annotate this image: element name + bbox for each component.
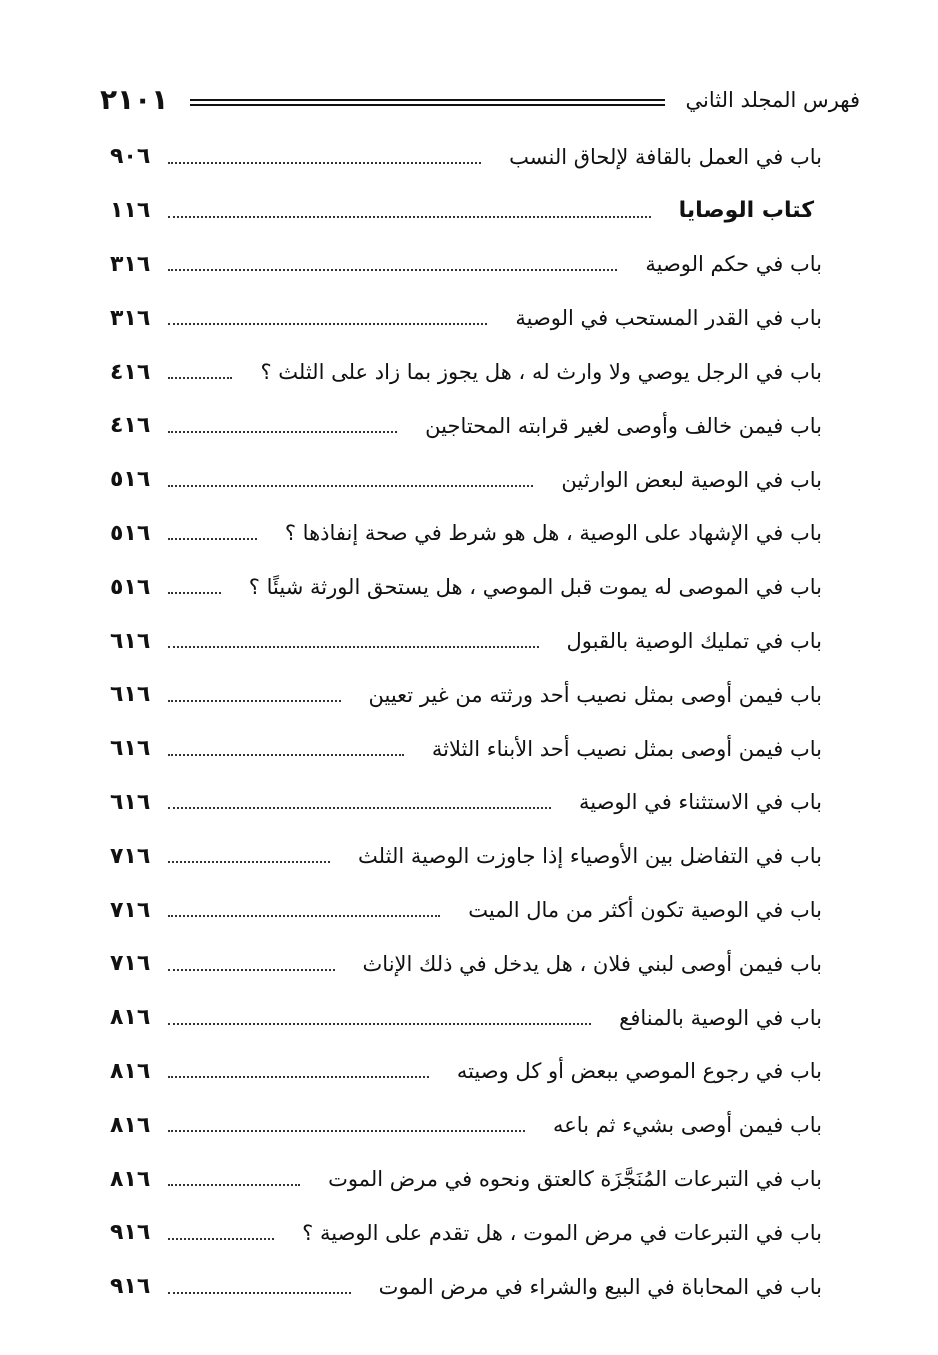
entry-title: باب في حكم الوصية [645, 252, 822, 277]
index-entry [110, 1206, 822, 1260]
index-entry [110, 668, 822, 722]
entry-page-number: ٦١٩ [110, 1220, 151, 1246]
entry-page-number: ٦١٣ [110, 305, 151, 331]
entry-page-number: ٦١٦ [110, 789, 151, 815]
dot-leader [168, 915, 440, 917]
entry-title: باب في التبرعات في مرض الموت ، هل تقدم على الوصية ؟ [302, 1220, 822, 1245]
dot-leader [168, 700, 341, 702]
header-rule-line-bottom [190, 104, 665, 106]
dot-leader [168, 1292, 351, 1294]
section-heading-row [110, 184, 822, 238]
entry-title: باب في تمليك الوصية بالقبول [566, 629, 822, 654]
entry-page-number: ٦١٧ [110, 951, 151, 977]
index-entry [110, 238, 822, 292]
entry-page-number: ٦١٥ [110, 574, 151, 600]
entry-title: باب في الوصية تكون أكثر من مال الميت [468, 898, 822, 923]
index-entry [110, 991, 822, 1045]
entry-page-number: ٦١٦ [110, 628, 151, 654]
dot-leader [168, 646, 539, 648]
entry-page-number: ٦١٧ [110, 843, 151, 869]
entry-title: باب فيمن أوصى بمثل نصيب أحد الأبناء الثلاثة [431, 736, 822, 761]
entry-page-number: ٦٠٩ [110, 144, 151, 170]
index-entries [110, 130, 822, 1314]
section-heading: كتاب الوصايا [678, 198, 814, 224]
index-entry [110, 507, 822, 561]
index-entry [110, 722, 822, 776]
index-entry [110, 345, 822, 399]
dot-leader [168, 969, 335, 971]
entry-page-number: ٦١١ [110, 198, 151, 224]
entry-page-number: ٦١٣ [110, 251, 151, 277]
dot-leader [168, 1130, 525, 1132]
index-entry [110, 883, 822, 937]
running-title: فهرس المجلد الثاني [685, 88, 860, 112]
header-rule-line-top [190, 99, 665, 101]
entry-title: باب فيمن أوصى لبني فلان ، هل يدخل في ذلك الإناث [362, 951, 822, 976]
entry-title: باب في الاستثناء في الوصية [579, 790, 822, 815]
page-number: ١٠١٢ [100, 83, 169, 116]
dot-leader [168, 431, 397, 433]
index-entry [110, 1260, 822, 1314]
entry-page-number: ٦١٥ [110, 467, 151, 493]
index-entry [110, 399, 822, 453]
dot-leader [168, 592, 221, 594]
dot-leader [168, 861, 330, 863]
entry-page-number: ٦١٦ [110, 682, 151, 708]
index-entry [110, 829, 822, 883]
entry-page-number: ٦١٨ [110, 1166, 151, 1192]
dot-leader [168, 162, 481, 164]
entry-title: باب فيمن خالف وأوصى لغير قرابته المحتاجين [425, 413, 822, 438]
dot-leader [168, 807, 551, 809]
dot-leader [168, 538, 257, 540]
entry-page-number: ٦١٤ [110, 359, 151, 385]
dot-leader [168, 1076, 429, 1078]
entry-page-number: ٦١٨ [110, 1005, 151, 1031]
index-entry [110, 1152, 822, 1206]
page-header [100, 80, 860, 120]
entry-page-number: ٦١٤ [110, 413, 151, 439]
entry-page-number: ٦١٧ [110, 897, 151, 923]
dot-leader [168, 1238, 274, 1240]
index-entry [110, 937, 822, 991]
entry-title: باب في الإشهاد على الوصية ، هل هو شرط في صحة إنفاذها ؟ [284, 521, 822, 546]
index-entry [110, 453, 822, 507]
entry-title: باب في العمل بالقافة لإلحاق النسب [509, 144, 822, 169]
index-entry [110, 1045, 822, 1099]
index-entry [110, 614, 822, 668]
index-entry [110, 130, 822, 184]
dot-leader [168, 485, 533, 487]
index-entry [110, 776, 822, 830]
dot-leader [168, 1184, 300, 1186]
entry-page-number: ٦١٩ [110, 1274, 151, 1300]
dot-leader [168, 377, 232, 379]
entry-title: باب فيمن أوصى بشيء ثم باعه [552, 1113, 822, 1138]
dot-leader [168, 1023, 591, 1025]
entry-title: باب في القدر المستحب في الوصية [515, 306, 822, 331]
index-entry [110, 291, 822, 345]
entry-title: باب في الوصية بالمنافع [619, 1005, 822, 1030]
dot-leader [168, 269, 617, 271]
entry-page-number: ٦١٥ [110, 520, 151, 546]
dot-leader [168, 754, 404, 756]
dot-leader [168, 323, 487, 325]
entry-page-number: ٦١٦ [110, 736, 151, 762]
entry-page-number: ٦١٨ [110, 1058, 151, 1084]
entry-title: باب في رجوع الموصي ببعض أو كل وصيته [456, 1059, 822, 1084]
entry-title: باب في المحاباة في البيع والشراء في مرض الموت [378, 1274, 822, 1299]
entry-title: باب في التفاضل بين الأوصياء إذا جاوزت الوصية الثلث [358, 844, 822, 869]
entry-title: باب في الوصية لبعض الوارثين [561, 467, 822, 492]
index-entry [110, 560, 822, 614]
entry-title: باب في الرجل يوصي ولا وارث له ، هل يجوز بما زاد على الثلث ؟ [260, 360, 822, 385]
dot-leader [168, 216, 651, 218]
index-entry [110, 1098, 822, 1152]
entry-page-number: ٦١٨ [110, 1112, 151, 1138]
entry-title: باب في الموصى له يموت قبل الموصي ، هل يستحق الورثة شيئًا ؟ [248, 575, 822, 600]
entry-title: باب فيمن أوصى بمثل نصيب أحد ورثته من غير تعيين [368, 682, 822, 707]
entry-title: باب في التبرعات المُنَجَّزَة كالعتق ونحوه في مرض الموت [328, 1167, 822, 1192]
